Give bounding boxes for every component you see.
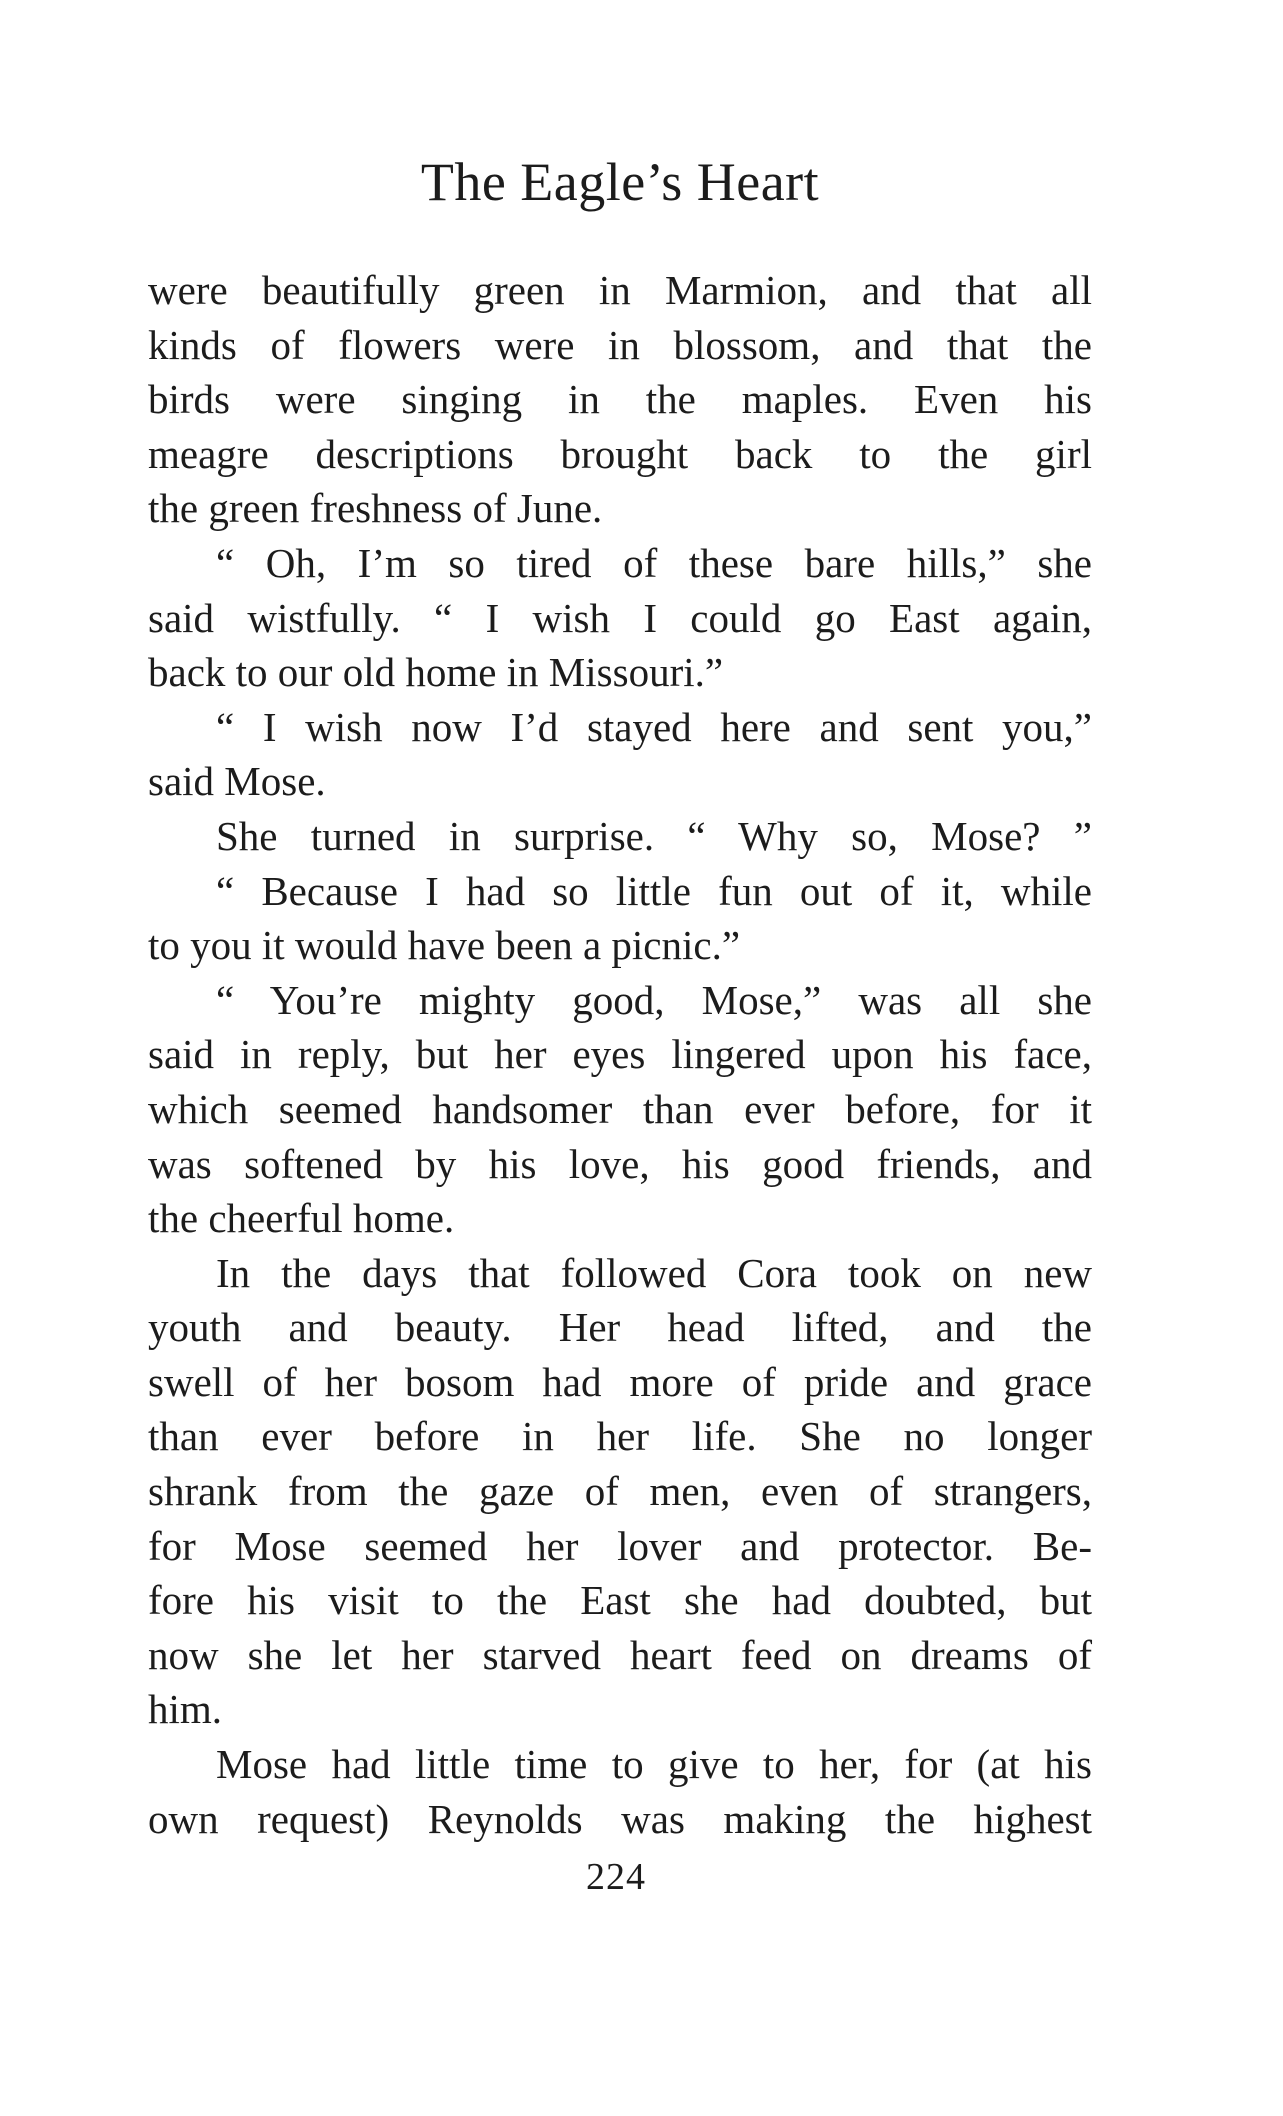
text-line: said Mose. xyxy=(148,758,326,805)
text-line: swell of her bosom had more of pride and grace xyxy=(148,1358,1092,1405)
text-line: to you it would have been a picnic.” xyxy=(148,922,741,969)
text-line: own request) Reynolds was making the highest xyxy=(148,1795,1092,1842)
text-line: the green freshness of June. xyxy=(148,485,603,532)
text-line: “ Oh, I’m so tired of these bare hills,” she xyxy=(216,539,1092,586)
text-line: said wistfully. “ I wish I could go East again, xyxy=(148,594,1092,641)
text-line: now she let her starved heart feed on dreams of xyxy=(148,1631,1092,1678)
text-line: were beautifully green in Marmion, and that all xyxy=(148,267,1092,313)
text-line: birds were singing in the maples. Even his xyxy=(148,376,1092,423)
running-head: The Eagle’s Heart xyxy=(420,152,820,212)
page-number: 224 xyxy=(586,1856,646,1898)
text-line: him. xyxy=(148,1686,223,1733)
text-line: meagre descriptions brought back to the girl xyxy=(148,430,1092,477)
text-line: for Mose seemed her lover and protector. Be- xyxy=(148,1522,1092,1569)
text-line: was softened by his love, his good friends, and xyxy=(148,1140,1092,1187)
text-line: She turned in surprise. “ Why so, Mose? ” xyxy=(216,812,1092,859)
text-line: fore his visit to the East she had doubted, but xyxy=(148,1577,1092,1624)
text-line: Mose had little time to give to her, for (at his xyxy=(216,1741,1092,1788)
text-line: said in reply, but her eyes lingered upon his face, xyxy=(148,1031,1092,1078)
text-line: In the days that followed Cora took on new xyxy=(216,1249,1092,1296)
text-line: which seemed handsomer than ever before, for it xyxy=(148,1085,1092,1132)
text-line: youth and beauty. Her head lifted, and the xyxy=(148,1304,1092,1351)
text-line: the cheerful home. xyxy=(148,1195,455,1242)
text-line: “ You’re mighty good, Mose,” was all she xyxy=(216,976,1092,1023)
text-line: “ I wish now I’d stayed here and sent you,” xyxy=(216,703,1092,750)
text-line: kinds of flowers were in blossom, and that the xyxy=(148,321,1092,368)
text-line: “ Because I had so little fun out of it, while xyxy=(216,867,1092,914)
text-line: shrank from the gaze of men, even of strangers, xyxy=(148,1468,1092,1515)
text-line: back to our old home in Missouri.” xyxy=(148,649,724,696)
body-text xyxy=(148,263,1092,1846)
text-line: than ever before in her life. She no longer xyxy=(148,1413,1092,1460)
